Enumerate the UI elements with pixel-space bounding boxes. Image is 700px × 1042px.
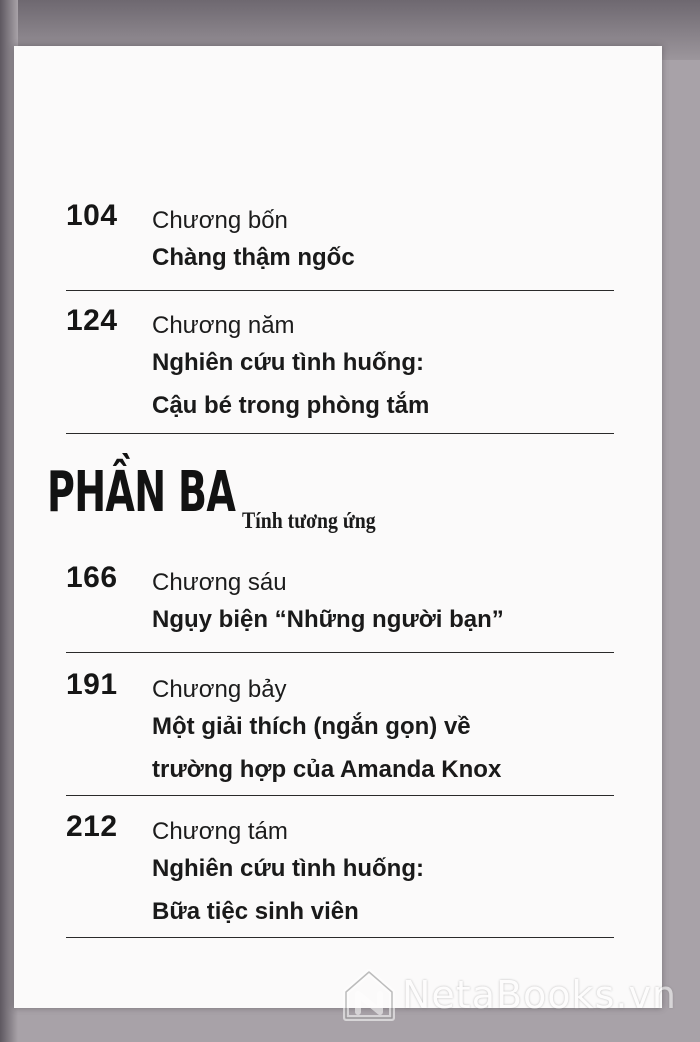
toc-divider <box>66 652 614 653</box>
toc-divider <box>66 937 614 938</box>
toc-divider <box>66 290 614 291</box>
toc-chapter-title-line-2: Cậu bé trong phòng tắm <box>152 392 430 419</box>
toc-divider <box>66 433 614 434</box>
part-heading: PHẦN BA <box>47 460 236 525</box>
toc-chapter-title: Ngụy biện “Những người bạn” <box>152 606 504 633</box>
toc-page-number: 166 <box>66 561 118 594</box>
book-page <box>14 46 662 1008</box>
toc-chapter-label: Chương năm <box>152 312 295 339</box>
toc-chapter-title-line-2: Bữa tiệc sinh viên <box>152 898 359 925</box>
watermark-text: NetaBooks.vn <box>402 973 678 1017</box>
toc-chapter-label: Chương bốn <box>152 207 288 234</box>
toc-chapter-title-line-1: Nghiên cứu tình huống: <box>152 855 424 882</box>
toc-page-number: 124 <box>66 304 118 337</box>
toc-chapter-title-line-2: trường hợp của Amanda Knox <box>152 756 502 783</box>
toc-chapter-label: Chương sáu <box>152 569 287 596</box>
toc-page-number: 191 <box>66 668 118 701</box>
toc-page-number: 212 <box>66 810 118 843</box>
part-subtitle: Tính tương ứng <box>242 508 376 533</box>
toc-chapter-label: Chương tám <box>152 818 288 845</box>
toc-chapter-title-line-1: Nghiên cứu tình huống: <box>152 349 424 376</box>
toc-chapter-title-line-1: Một giải thích (ngắn gọn) về <box>152 713 471 740</box>
house-n-logo-icon <box>340 966 398 1024</box>
watermark <box>340 966 700 1026</box>
toc-page-number: 104 <box>66 199 118 232</box>
toc-chapter-title: Chàng thậm ngốc <box>152 244 355 271</box>
toc-divider <box>66 795 614 796</box>
toc-chapter-label: Chương bảy <box>152 676 287 703</box>
